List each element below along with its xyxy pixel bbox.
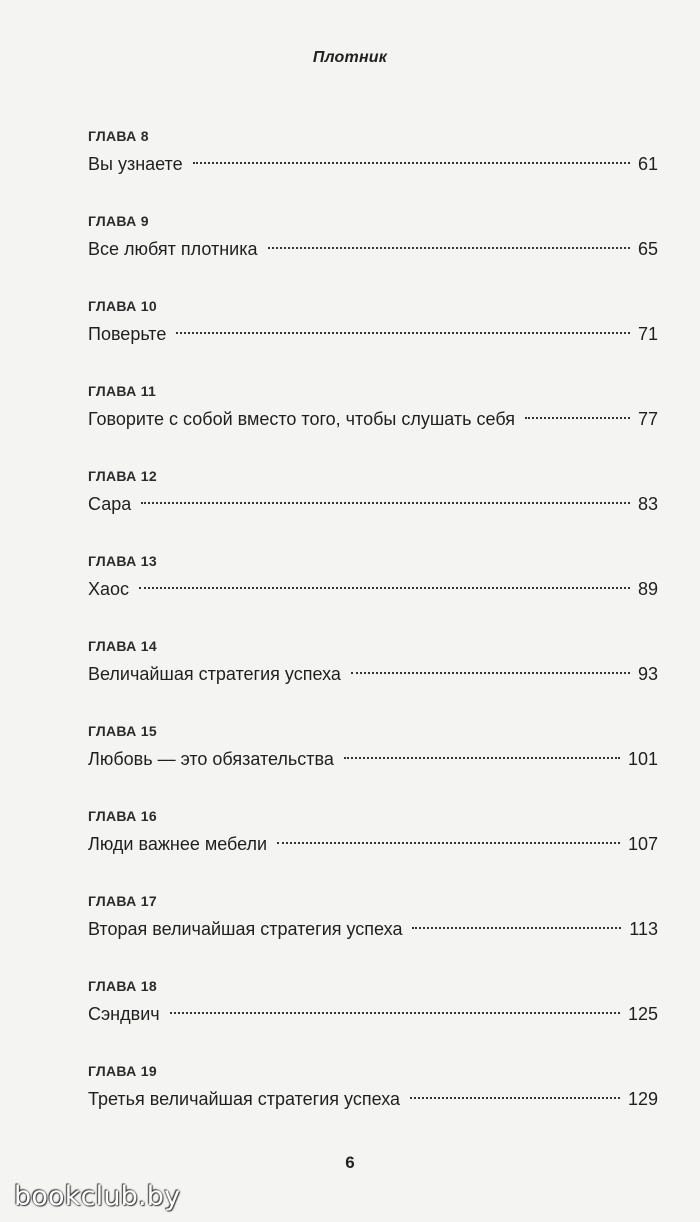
- toc-entry: [88, 549, 658, 634]
- page-reference: 83: [637, 494, 658, 514]
- dot-leader: [351, 671, 630, 674]
- chapter-label: ГЛАВА 15: [88, 723, 157, 739]
- page-reference: 65: [637, 239, 658, 259]
- chapter-label: ГЛАВА 19: [88, 1063, 157, 1079]
- dot-leader: [410, 1096, 620, 1099]
- dot-leader: [525, 416, 630, 419]
- chapter-label: ГЛАВА 10: [88, 298, 157, 314]
- toc-entry: [88, 464, 658, 549]
- toc-line: [88, 489, 658, 519]
- page-reference: 129: [627, 1089, 658, 1109]
- toc-entry: [88, 1059, 658, 1144]
- toc-entry: [88, 634, 658, 719]
- chapter-label: ГЛАВА 12: [88, 468, 157, 484]
- page-reference: 101: [627, 749, 658, 769]
- chapter-label: ГЛАВА 17: [88, 893, 157, 909]
- chapter-title: Хаос: [88, 579, 130, 599]
- running-title: Плотник: [312, 49, 388, 66]
- toc-line: [88, 574, 658, 604]
- dot-leader: [277, 841, 620, 844]
- dot-leader: [193, 161, 630, 164]
- toc-entry: [88, 124, 658, 209]
- toc-entry: [88, 294, 658, 379]
- chapter-label: ГЛАВА 16: [88, 808, 157, 824]
- dot-leader: [170, 1011, 620, 1014]
- chapter-label: ГЛАВА 8: [88, 128, 149, 144]
- page-reference: 113: [629, 919, 658, 939]
- toc-line: [88, 1084, 658, 1114]
- page-reference: 93: [637, 664, 658, 684]
- chapter-title: Сара: [88, 494, 132, 514]
- page-reference: 71: [637, 324, 658, 344]
- dot-leader: [344, 756, 620, 759]
- chapter-title: Поверьте: [88, 324, 167, 344]
- page-reference: 89: [637, 579, 658, 599]
- page-reference: 107: [627, 834, 658, 854]
- toc-line: [88, 999, 658, 1029]
- toc-entry: [88, 889, 658, 974]
- chapter-title: Сэндвич: [88, 1004, 160, 1024]
- dot-leader: [176, 331, 630, 334]
- dot-leader: [139, 586, 630, 589]
- toc-line: [88, 914, 658, 944]
- chapter-title: Третья величайшая стратегия успеха: [88, 1089, 401, 1109]
- toc-entry: [88, 209, 658, 294]
- page-number: 6: [345, 1153, 355, 1172]
- toc-line: [88, 319, 658, 349]
- dot-leader: [268, 246, 630, 249]
- toc-line: [88, 404, 658, 434]
- chapter-title: Вы узнаете: [88, 154, 183, 174]
- toc-entry: [88, 974, 658, 1059]
- toc-line: [88, 829, 658, 859]
- dot-leader: [412, 926, 621, 929]
- page-reference: 125: [627, 1004, 658, 1024]
- chapter-label: ГЛАВА 11: [88, 383, 157, 399]
- chapter-title: Говорите с собой вместо того, чтобы слушать себя: [88, 409, 515, 429]
- chapter-title: Величайшая стратегия успеха: [88, 664, 341, 684]
- chapter-title: Все любят плотника: [88, 239, 258, 259]
- chapter-title: Люди важнее мебели: [88, 834, 268, 854]
- toc-line: [88, 234, 658, 264]
- watermark: bookclub.by: [14, 1181, 181, 1212]
- toc-entry: [88, 804, 658, 889]
- toc-line: [88, 149, 658, 179]
- chapter-label: ГЛАВА 18: [88, 978, 157, 994]
- toc-line: [88, 659, 658, 689]
- chapter-title: Вторая величайшая стратегия успеха: [88, 919, 403, 939]
- toc-entry: [88, 719, 658, 804]
- chapter-label: ГЛАВА 13: [88, 553, 157, 569]
- dot-leader: [141, 501, 630, 504]
- toc-line: [88, 744, 658, 774]
- table-of-contents: [88, 124, 658, 1144]
- toc-entry: [88, 379, 658, 464]
- page-reference: 61: [637, 154, 658, 174]
- chapter-label: ГЛАВА 14: [88, 638, 157, 654]
- chapter-label: ГЛАВА 9: [88, 213, 149, 229]
- chapter-title: Любовь — это обязательства: [88, 749, 334, 769]
- page-reference: 77: [637, 409, 658, 429]
